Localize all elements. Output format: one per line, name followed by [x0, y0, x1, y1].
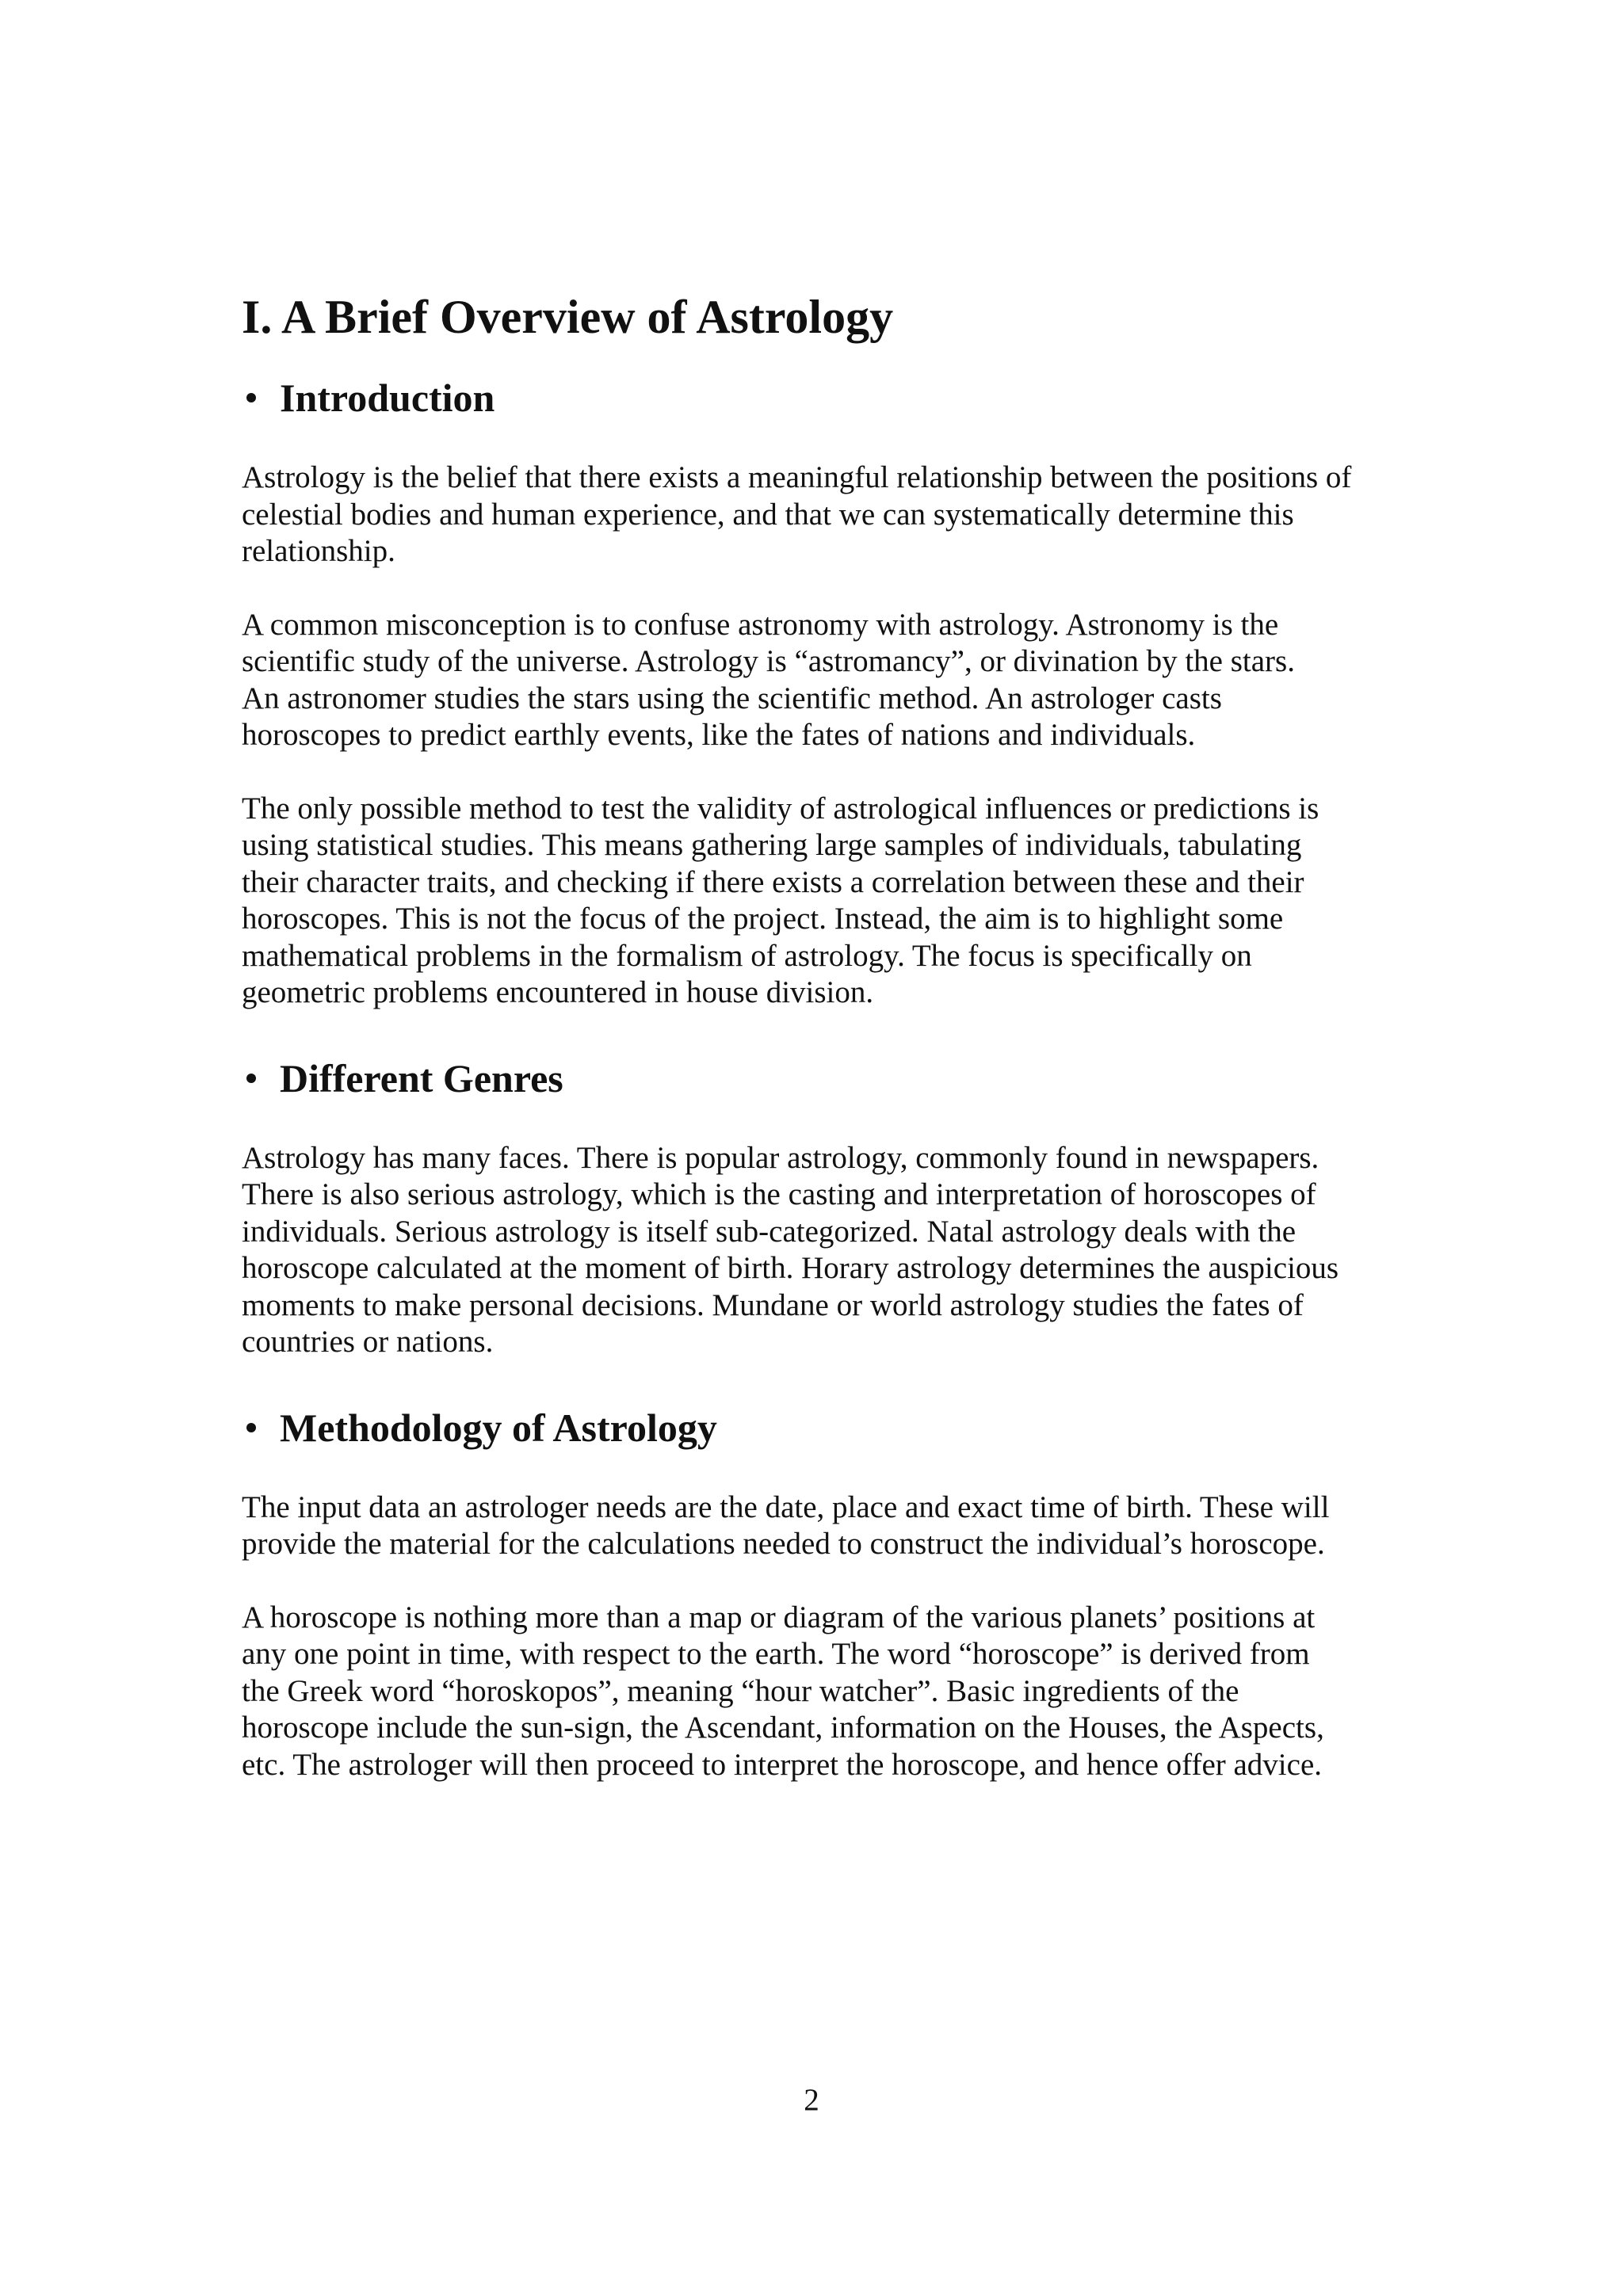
page-content — [242, 285, 1415, 1823]
section-introduction — [242, 371, 1415, 1012]
page-number: 2 — [804, 2083, 819, 2117]
paragraph: A common misconception is to confuse astronomy with astrology. Astronomy is the scientific study of the universe. Astrology is “astromancy”, or divination by the stars. An astronomer studies the stars using the scientific method. An astrologer casts horoscopes to predict earthly events, like the fates of nations and individuals. — [242, 607, 1295, 752]
section-heading — [242, 371, 1415, 425]
paragraph: Astrology has many faces. There is popular astrology, commonly found in newspapers. There is also serious astrology, which is the casting and interpretation of horoscopes of individuals. Serious astrology is itself sub-categorized. Natal astrology deals with the horoscope calculated at the moment of birth. Horary astrology determines the auspicious moments to make personal decisions. Mundane or world astrology studies the fates of countries or nations. — [242, 1140, 1339, 1359]
section-heading-text: Different Genres — [280, 1055, 563, 1100]
paragraph: A horoscope is nothing more than a map or diagram of the various planets’ positions at any one point in time, with respect to the earth. The word “horoscope” is derived from the Greek word “horoskopos”, meaning “hour watcher”. Basic ingredients of the horoscope include the sun-sign, the Ascendant, information on the Houses, the Aspects, etc. The astrologer will then proceed to interpret the horoscope, and hence offer advice. — [242, 1600, 1324, 1782]
paragraph: The only possible method to test the validity of astrological influences or predictions is using statistical studies. This means gathering large samples of individuals, tabulating their character traits, and checking if there exists a correlation between these and their horoscopes. This is not the focus of the project. Instead, the aim is to highlight some mathematical problems in the formalism of astrology. The focus is specifically on geometric problems encountered in house division. — [242, 791, 1319, 1009]
bullet-icon — [246, 1074, 256, 1083]
section-heading-text: Introduction — [280, 376, 495, 420]
chapter-title: I. A Brief Overview of Astrology — [242, 291, 894, 343]
paragraph: Astrology is the belief that there exists a meaningful relationship between the positions of celestial bodies and human experience, and that we can systematically determine this relationship. — [242, 460, 1352, 568]
section-heading — [242, 1051, 1415, 1105]
section-heading — [242, 1401, 1415, 1455]
section-methodology — [242, 1401, 1415, 1784]
section-heading-text: Methodology of Astrology — [280, 1405, 717, 1450]
bullet-icon — [246, 1423, 256, 1432]
paragraph: The input data an astrologer needs are the date, place and exact time of birth. These will provide the material for the calculations needed to construct the individual’s horoscope. — [242, 1489, 1330, 1561]
bullet-icon — [246, 393, 256, 402]
section-different-genres — [242, 1051, 1415, 1361]
